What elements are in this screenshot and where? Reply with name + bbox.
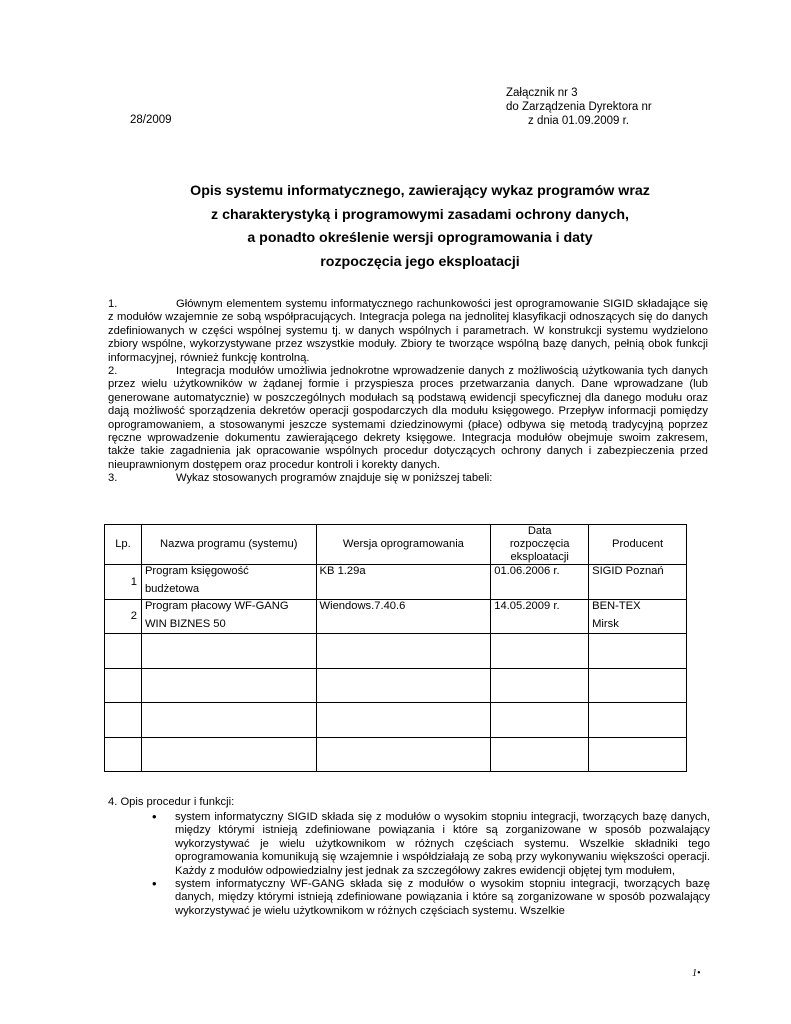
cell-date: 14.05.2009 r. bbox=[491, 599, 589, 633]
numbered-list bbox=[108, 298, 708, 486]
cell-lp: 2 bbox=[105, 599, 142, 633]
programs-table bbox=[104, 524, 687, 772]
table-row bbox=[105, 565, 687, 599]
cell-producer-line: BEN-TEX bbox=[592, 599, 641, 612]
cell-producer-line: SIGID Poznań bbox=[592, 565, 664, 578]
cell-name bbox=[141, 599, 316, 633]
bullet-item bbox=[150, 878, 710, 918]
cell-producer-line: Mirsk bbox=[592, 617, 619, 630]
header-date-line: rozpoczęcia bbox=[509, 538, 570, 551]
bullet-text: system informatyczny SIGID składa się z modułów o wysokim stopniu integracji, tworzących bazę danych, między którymi istnieją zdefiniowane powiązania i które są zorganizowane w sposób pozwalający wykorzystywać je wielu użytkownikom w różnych częściach systemu. Wszelkie składniki tego oprogramowania komunikują się wzajemnie i współdziałają ze sobą przy wykonywaniu większości operacji. Każdy z modułów odpowiedzialny jest jednak za szczegółowy zakres ewidencji objętej tym modułem, bbox=[175, 811, 710, 877]
page-number: 1• bbox=[692, 968, 701, 979]
title-line: z charakterystyką i programowymi zasadami ochrony danych, bbox=[211, 206, 629, 223]
bullet-icon: • bbox=[152, 876, 157, 892]
section-4-heading: 4. Opis procedur i funkcji: bbox=[108, 796, 235, 808]
table-row-empty bbox=[105, 703, 687, 737]
table-header-row bbox=[105, 525, 687, 565]
title-line: a ponadto określenie wersji oprogramowania i daty bbox=[247, 230, 593, 246]
header-name: Nazwa programu (systemu) bbox=[141, 525, 316, 565]
item-number: 3. bbox=[108, 472, 118, 485]
table-row-empty bbox=[105, 737, 687, 771]
list-item bbox=[108, 298, 708, 365]
annex-label: Załącznik nr 3 bbox=[506, 87, 578, 99]
header-date-line: eksploatacji bbox=[510, 551, 569, 564]
cell-lp: 1 bbox=[105, 565, 142, 599]
procedures-list bbox=[150, 811, 710, 918]
cell-version: Wiendows.7.40.6 bbox=[316, 599, 491, 633]
cell-producer bbox=[589, 599, 687, 633]
document-title bbox=[110, 180, 730, 274]
cell-producer bbox=[589, 565, 687, 599]
list-item bbox=[108, 472, 708, 485]
annex-order-ref: do Zarządzenia Dyrektora nr bbox=[506, 101, 652, 113]
header-version: Wersja oprogramowania bbox=[316, 525, 491, 565]
title-line: rozpoczęcia jego eksploatacji bbox=[320, 253, 520, 270]
header-date-line: Data bbox=[527, 525, 552, 538]
table-row bbox=[105, 599, 687, 633]
title-line: Opis systemu informatycznego, zawierający wykaz programów wraz bbox=[190, 183, 650, 199]
cell-name-line: Program płacowy WF-GANG bbox=[144, 599, 289, 612]
cell-date: 01.06.2006 r. bbox=[491, 565, 589, 599]
bullet-text: system informatyczny WF-GANG składa się z modułów o wysokim stopniu integracji, tworzących bazę danych, między którymi istnieją zdefiniowane powiązania i które są zorganizowane w sposób pozwalający wykorzystywać je wielu użytkownikom w różnych częściach systemu. Wszelkie bbox=[175, 878, 710, 917]
header-date bbox=[491, 525, 589, 565]
cell-name bbox=[141, 565, 316, 599]
annex-header bbox=[506, 86, 652, 128]
cell-name-line: budżetowa bbox=[144, 583, 200, 596]
item-number: 2. bbox=[108, 365, 118, 378]
item-text: Wykaz stosowanych programów znajduje się w poniższej tabeli: bbox=[176, 472, 493, 485]
cell-version: KB 1.29a bbox=[316, 565, 491, 599]
list-item bbox=[108, 365, 708, 472]
annex-date: z dnia 01.09.2009 r. bbox=[528, 115, 630, 127]
item-text: Integracja modułów umożliwia jednokrotne wprowadzenie danych z możliwością użytkowania tych danych przez wielu użytkowników w żądanej formie i przyspiesza proces przetwarzania danych. Dane wprowadzane (lub generowane automatycznie) w poszczególnych modułach są podstawą ewidencji specyficznej dla danego modułu oraz dają możliwość sporządzenia dekretów operacji gospodarczych dla modułu księgowego. Przepływ informacji pomiędzy oprogramowaniem, a stosowanymi jeszcze systemami dziedzinowymi (płace) odbywa się metodą tradycyjną poprzez ręczne wprowadzenie dokumentu zawierającego dekrety księgowe. Integracja modułów obejmuje swoim zakresem, także takie zagadnienia jak opracowanie wspólnych procedur dotyczących ochrony danych i zabezpieczenia przed nieuprawnionym dostępem oraz procedur kontroli i korekty danych. bbox=[108, 365, 708, 471]
item-number: 1. bbox=[108, 298, 118, 310]
header-producer: Producent bbox=[589, 525, 687, 565]
table-row-empty bbox=[105, 634, 687, 668]
cell-name-line: Program księgowość bbox=[144, 565, 249, 578]
bullet-icon: • bbox=[152, 809, 157, 824]
cell-name-line: WIN BIZNES 50 bbox=[144, 617, 226, 630]
table-row-empty bbox=[105, 668, 687, 702]
header-lp: Lp. bbox=[105, 525, 142, 565]
order-number: 28/2009 bbox=[130, 114, 172, 126]
bullet-item bbox=[150, 811, 710, 878]
item-text: Głównym elementem systemu informatycznego rachunkowości jest oprogramowanie SIGID składające się z modułów wzajemnie ze sobą współpracujących. Integracja polega na jednolitej klasyfikacji odnoszących się do danych zdefiniowanych w części wspólnej systemu tj. w danych wspólnych i parametrach. W konstrukcji systemu wydzielono zbiory wspólne, wykorzystywane przez wszystkie moduły. Zbiory te tworzące wspólną bazę danych, pełnią obok funkcji informacyjnej, również funkcję kontrolną. bbox=[108, 298, 708, 364]
